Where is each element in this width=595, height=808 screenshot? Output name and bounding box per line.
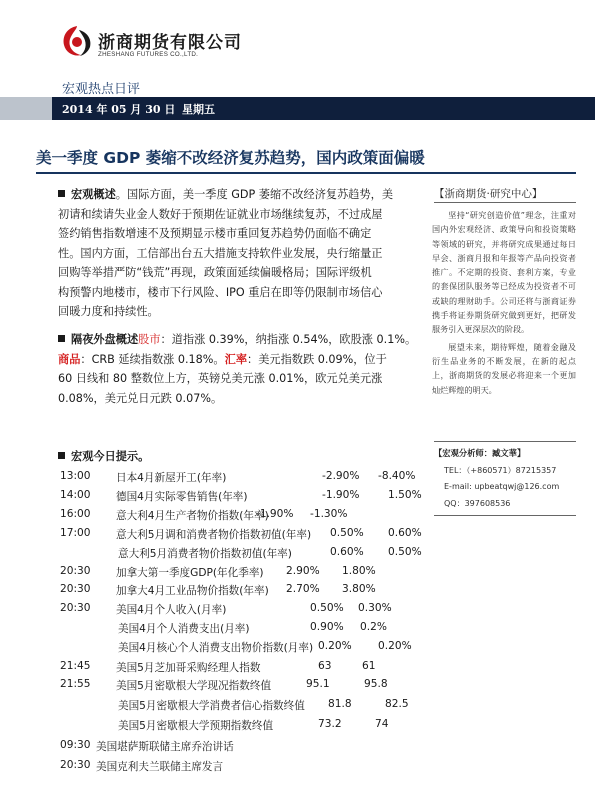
event-row [60,508,430,526]
event-row [60,489,430,507]
event-previous-value: 81.8 [328,698,352,710]
event-forecast-value: 61 [362,660,376,672]
sidebar-about [432,208,576,397]
macro-overview [58,185,420,322]
event-row [60,546,430,564]
date-bar [0,97,595,120]
event-row [60,583,430,601]
event-row [60,527,430,545]
event-name: 加拿大4月工业品物价指数(年率) [116,585,269,597]
event-previous-value: -1.90% [256,508,294,520]
overview-line: 性。国内方面，工信部出台五大措施支持软件业发展，央行缩量正 [58,246,383,260]
bullet-square-icon [58,335,65,342]
report-date: 2014 年 05 月 30 日 [62,103,176,116]
sidebar-paragraph: 展望未来，期待辉煌，随着金融及衍生品业务的不断发展，在新的起点上，浙商期货的发展必将迎来一个更加灿烂辉煌的明天。 [432,341,576,395]
event-forecast-value: 0.20% [378,640,412,652]
event-name: 美国5月芝加哥采购经理人指数 [116,662,261,674]
overview-lead: 宏观概述 [71,188,116,201]
event-forecast-value: 0.2% [360,621,387,633]
event-forecast-value: 95.8 [364,678,388,690]
event-forecast-value: -1.30% [310,508,348,520]
today-heading-suffix: 。 [138,450,150,463]
sidebar-paragraph: 坚持“研究创造价值”理念，注重对国内外宏观经济、政策导向和投资策略等领域的研究，并将研究成果通过每日早会、浙商月报和年报等产品向投资者推广。不定期的投资、套利方案，专业的套保团队服务等已经成为投资者不可或缺的理财助手。公司还将与浙商证券携手将证券期货研究做到更好，把研发服务引入更深层次的阶段。 [432,210,576,335]
markets-line: 60 日线和 80 整数位上方，英镑兑美元涨 0.01%，欧元兑美元涨 [58,372,383,385]
event-name: 意大利5月消费者物价指数初值(年率) [118,548,292,560]
event-forecast-value: 0.30% [358,602,392,614]
stock-label: 股市 [138,333,161,346]
event-forecast-value: -8.40% [378,470,416,482]
event-row [60,470,430,488]
event-row [60,739,430,757]
event-previous-value: 2.70% [286,583,320,595]
event-previous-value: 73.2 [318,718,342,730]
event-name: 美国5月密歇根大学消费者信心指数终值 [118,700,305,712]
overview-line: 构预警内地楼市，楼市下行风险、IPO 重启在即等仍限制市场信心 [58,285,383,299]
analyst-email: E-mail: upbeatqwj@126.com [444,482,560,491]
event-name: 美国4月个人收入(月率) [116,604,227,616]
event-name: 德国4月实际零售销售(年率) [116,491,248,503]
event-name: 美国克利夫兰联储主席发言 [96,761,224,773]
event-row [60,621,430,639]
event-time: 21:55 [60,678,91,690]
markets-lead: 隔夜外盘概述 [71,333,139,346]
markets-line: 0.08%，美元兑日元跌 0.07%。 [58,391,223,405]
event-previous-value: 0.50% [330,527,364,539]
analyst-label: 【宏观分析师：臧文華】 [434,448,526,458]
event-previous-value: 63 [318,660,332,672]
event-forecast-value: 74 [375,718,389,730]
event-forecast-value: 1.50% [388,489,422,501]
analyst-tel: TEL：（+860571）87215357 [444,466,557,475]
commodity-label: 商品 [58,352,81,366]
event-forecast-value: 0.60% [388,527,422,539]
event-row [60,565,430,583]
event-row [60,698,430,716]
event-time: 13:00 [60,470,91,482]
bullet-square-icon [58,190,65,197]
event-time: 20:30 [60,583,91,595]
event-time: 14:00 [60,489,91,501]
event-row [60,718,430,736]
overview-line: 初请和续请失业金人数好于预期佐证就业市场继续复苏，不过成屋 [58,207,383,221]
event-time: 17:00 [60,527,91,539]
event-forecast-value: 0.50% [388,546,422,558]
section-title: 宏观热点日评 [62,82,141,97]
event-forecast-value: 3.80% [342,583,376,595]
event-previous-value: 95.1 [306,678,330,690]
event-row [60,678,430,696]
headline: 美一季度 GDP 萎缩不改经济复苏趋势，国内政策面偏暖 [36,149,425,167]
event-previous-value: -2.90% [322,470,360,482]
event-previous-value: 0.60% [330,546,364,558]
event-time: 21:45 [60,660,91,672]
event-row [60,660,430,678]
overview-line: 回暖力度和持续性。 [58,305,159,318]
event-time: 20:30 [60,759,91,771]
commodity-text: ：CRB 延续指数涨 0.18%。 [80,352,225,366]
event-time: 20:30 [60,602,91,614]
event-name: 加拿大第一季度GDP(年化季率) [116,567,264,579]
event-time: 09:30 [60,739,91,751]
event-forecast-value: 82.5 [385,698,409,710]
sidebar-divider [434,441,576,442]
event-previous-value: 2.90% [286,565,320,577]
company-name-en: ZHESHANG FUTURES CO.,LTD. [98,51,199,58]
event-row [60,640,430,658]
today-heading-text: 宏观今日提示 [71,450,139,463]
company-name-cn: 浙商期货有限公司 [98,33,242,53]
sidebar-divider [434,515,576,516]
event-row [60,602,430,620]
event-time: 20:30 [60,565,91,577]
event-name: 美国5月密歇根大学预期指数终值 [118,720,274,732]
headline-divider [36,172,576,174]
event-name: 美国4月个人消费支出(月率) [118,623,250,635]
zheshang-logo-icon [60,24,94,58]
bullet-square-icon [58,452,65,459]
event-forecast-value: 1.80% [342,565,376,577]
event-row [60,759,430,777]
fx-label: 汇率 [224,352,248,366]
event-name: 美国5月密歇根大学现况指数终值 [116,680,272,692]
event-name: 意大利5月调和消费者物价指数初值(年率) [116,529,312,541]
event-time: 16:00 [60,508,91,520]
overview-line: 。国际方面，美一季度 GDP 萎缩不改经济复苏趋势，美 [115,188,394,201]
event-previous-value: 0.90% [310,621,344,633]
event-previous-value: -1.90% [322,489,360,501]
event-name: 日本4月新屋开工(年率) [116,472,227,484]
sidebar-title: 【浙商期货·研究中心】 [434,188,543,200]
today-heading [58,448,149,464]
overnight-markets [58,330,420,408]
event-name: 美国堪萨斯联储主席乔治讲话 [96,741,234,753]
report-weekday: 星期五 [182,103,215,116]
event-name: 美国4月核心个人消费支出物价指数(月率) [118,642,314,654]
stock-text: ：道指涨 0.39%，纳指涨 0.54%，欧股涨 0.1%。 [160,333,417,346]
overview-line: 回购等举措严防“钱荒”再现，政策面延续偏暖格局；国际评级机 [58,266,372,279]
event-previous-value: 0.20% [318,640,352,652]
event-previous-value: 0.50% [310,602,344,614]
analyst-qq: QQ：397608536 [444,499,511,508]
overview-line: 签约销售指数增速不及预期显示楼市重回复苏趋势仍面临不确定 [58,227,372,240]
fx-text: ：美元指数跌 0.09%，位于 [247,352,387,366]
event-name: 意大利4月生产者物价指数(年率) [116,510,269,522]
sidebar-divider [434,202,576,203]
